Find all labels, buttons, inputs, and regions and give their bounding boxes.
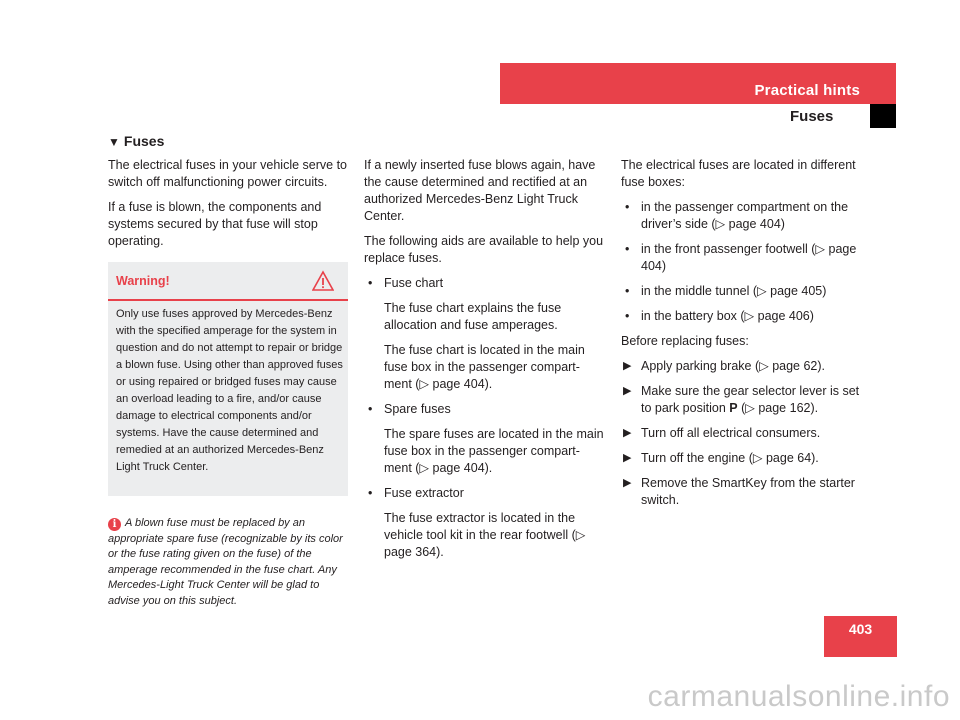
paragraph: The following aids are available to help you replace fuses. bbox=[364, 234, 604, 265]
note-text: A blown fuse must be replaced by an appropriate spare fuse (recognizable by its color or the fuse rating given on the fuse) of the amperage recommended in the fuse chart. Any Mercedes-Light Truck Center will be glad to advise you on this subject. bbox=[108, 517, 343, 607]
step-item: ▶ Turn off all electrical consumers. bbox=[623, 426, 821, 440]
page-number: 403 bbox=[848, 621, 873, 637]
warning-box bbox=[108, 262, 348, 496]
arrow-right-icon: ▶ bbox=[623, 452, 632, 464]
list-item: • Fuse chart bbox=[368, 276, 444, 290]
info-icon: i bbox=[108, 518, 121, 531]
step-item: ▶ Apply parking brake (▷ page 62). bbox=[623, 359, 826, 373]
column-1 bbox=[108, 157, 350, 258]
header-band bbox=[500, 63, 896, 104]
paragraph: The electrical fuses in your vehicle serve to switch off malfunctioning power circuits. bbox=[108, 158, 347, 189]
list-item: • in the front passenger footwell (▷ page 404) bbox=[625, 242, 857, 273]
bullet-icon: • bbox=[625, 309, 630, 323]
list-item: • Fuse extractor bbox=[368, 486, 464, 500]
list-item-detail: The fuse chart is located in the main fuse box in the passenger compart-ment (▷ page 404). bbox=[384, 343, 585, 391]
bullet-icon: • bbox=[625, 284, 630, 298]
list-item: • in the middle tunnel (▷ page 405) bbox=[625, 284, 827, 298]
warning-title: Warning! bbox=[116, 274, 170, 288]
triangle-down-icon: ▼ bbox=[108, 135, 120, 149]
step-item: ▶ Make sure the gear selector lever is set to park position P (▷ page 162). bbox=[623, 384, 860, 415]
subsection-title: Fuses bbox=[790, 108, 834, 125]
bullet-icon: • bbox=[625, 242, 630, 256]
list-item-detail: The fuse chart explains the fuse allocation and fuse amperages. bbox=[384, 301, 562, 332]
warning-triangle-icon bbox=[312, 270, 334, 292]
list-item-detail: The fuse extractor is located in the vehicle tool kit in the rear footwell (▷ page 364). bbox=[384, 511, 586, 559]
warning-divider bbox=[108, 299, 348, 301]
paragraph: If a fuse is blown, the components and systems secured by that fuse will stop operating. bbox=[108, 200, 322, 248]
list-item-detail: The spare fuses are located in the main fuse box in the passenger compart-ment (▷ page 404). bbox=[384, 427, 604, 475]
paragraph: The electrical fuses are located in different fuse boxes: bbox=[621, 158, 856, 189]
page-number-box bbox=[824, 616, 897, 657]
paragraph: If a newly inserted fuse blows again, have the cause determined and rectified at an authorized Mercedes-Benz Light Truck Center. bbox=[364, 158, 596, 223]
list-item: • in the passenger compartment on the driver’s side (▷ page 404) bbox=[625, 200, 849, 231]
column-3 bbox=[621, 157, 866, 517]
info-note bbox=[108, 516, 352, 609]
list-item: • in the battery box (▷ page 406) bbox=[625, 309, 814, 323]
bullet-icon: • bbox=[625, 200, 630, 214]
arrow-right-icon: ▶ bbox=[623, 477, 632, 489]
park-position: P bbox=[729, 401, 738, 415]
warning-text: Only use fuses approved by Mercedes-Benz with the specified amperage for the system in question and do not attempt to repair or bridge a blown fuse. Using other than approved fuses or using repaired or bridged fuses may cause an overload leading to a fire, and/or cause damage to electrical components and/or systems. Have the cause determined and remedied at an authorized Mercedes-Benz Light Truck Center. bbox=[116, 308, 343, 473]
step-item: ▶ Remove the SmartKey from the starter switch. bbox=[623, 476, 855, 507]
arrow-right-icon: ▶ bbox=[623, 427, 632, 439]
list-item: • Spare fuses bbox=[368, 402, 451, 416]
heading-text: Fuses bbox=[123, 133, 165, 149]
section-title: Practical hints bbox=[754, 82, 860, 99]
bullet-icon: • bbox=[368, 402, 373, 416]
tab-marker bbox=[870, 104, 896, 128]
column-2 bbox=[364, 157, 606, 569]
bullet-icon: • bbox=[368, 276, 373, 290]
step-item: ▶ Turn off the engine (▷ page 64). bbox=[623, 451, 819, 465]
page-heading bbox=[108, 133, 164, 149]
watermark: carmanualsonline.info bbox=[647, 680, 950, 713]
bullet-icon: • bbox=[368, 486, 373, 500]
arrow-right-icon: ▶ bbox=[623, 360, 632, 372]
paragraph: Before replacing fuses: bbox=[621, 334, 749, 348]
arrow-right-icon: ▶ bbox=[623, 385, 632, 397]
